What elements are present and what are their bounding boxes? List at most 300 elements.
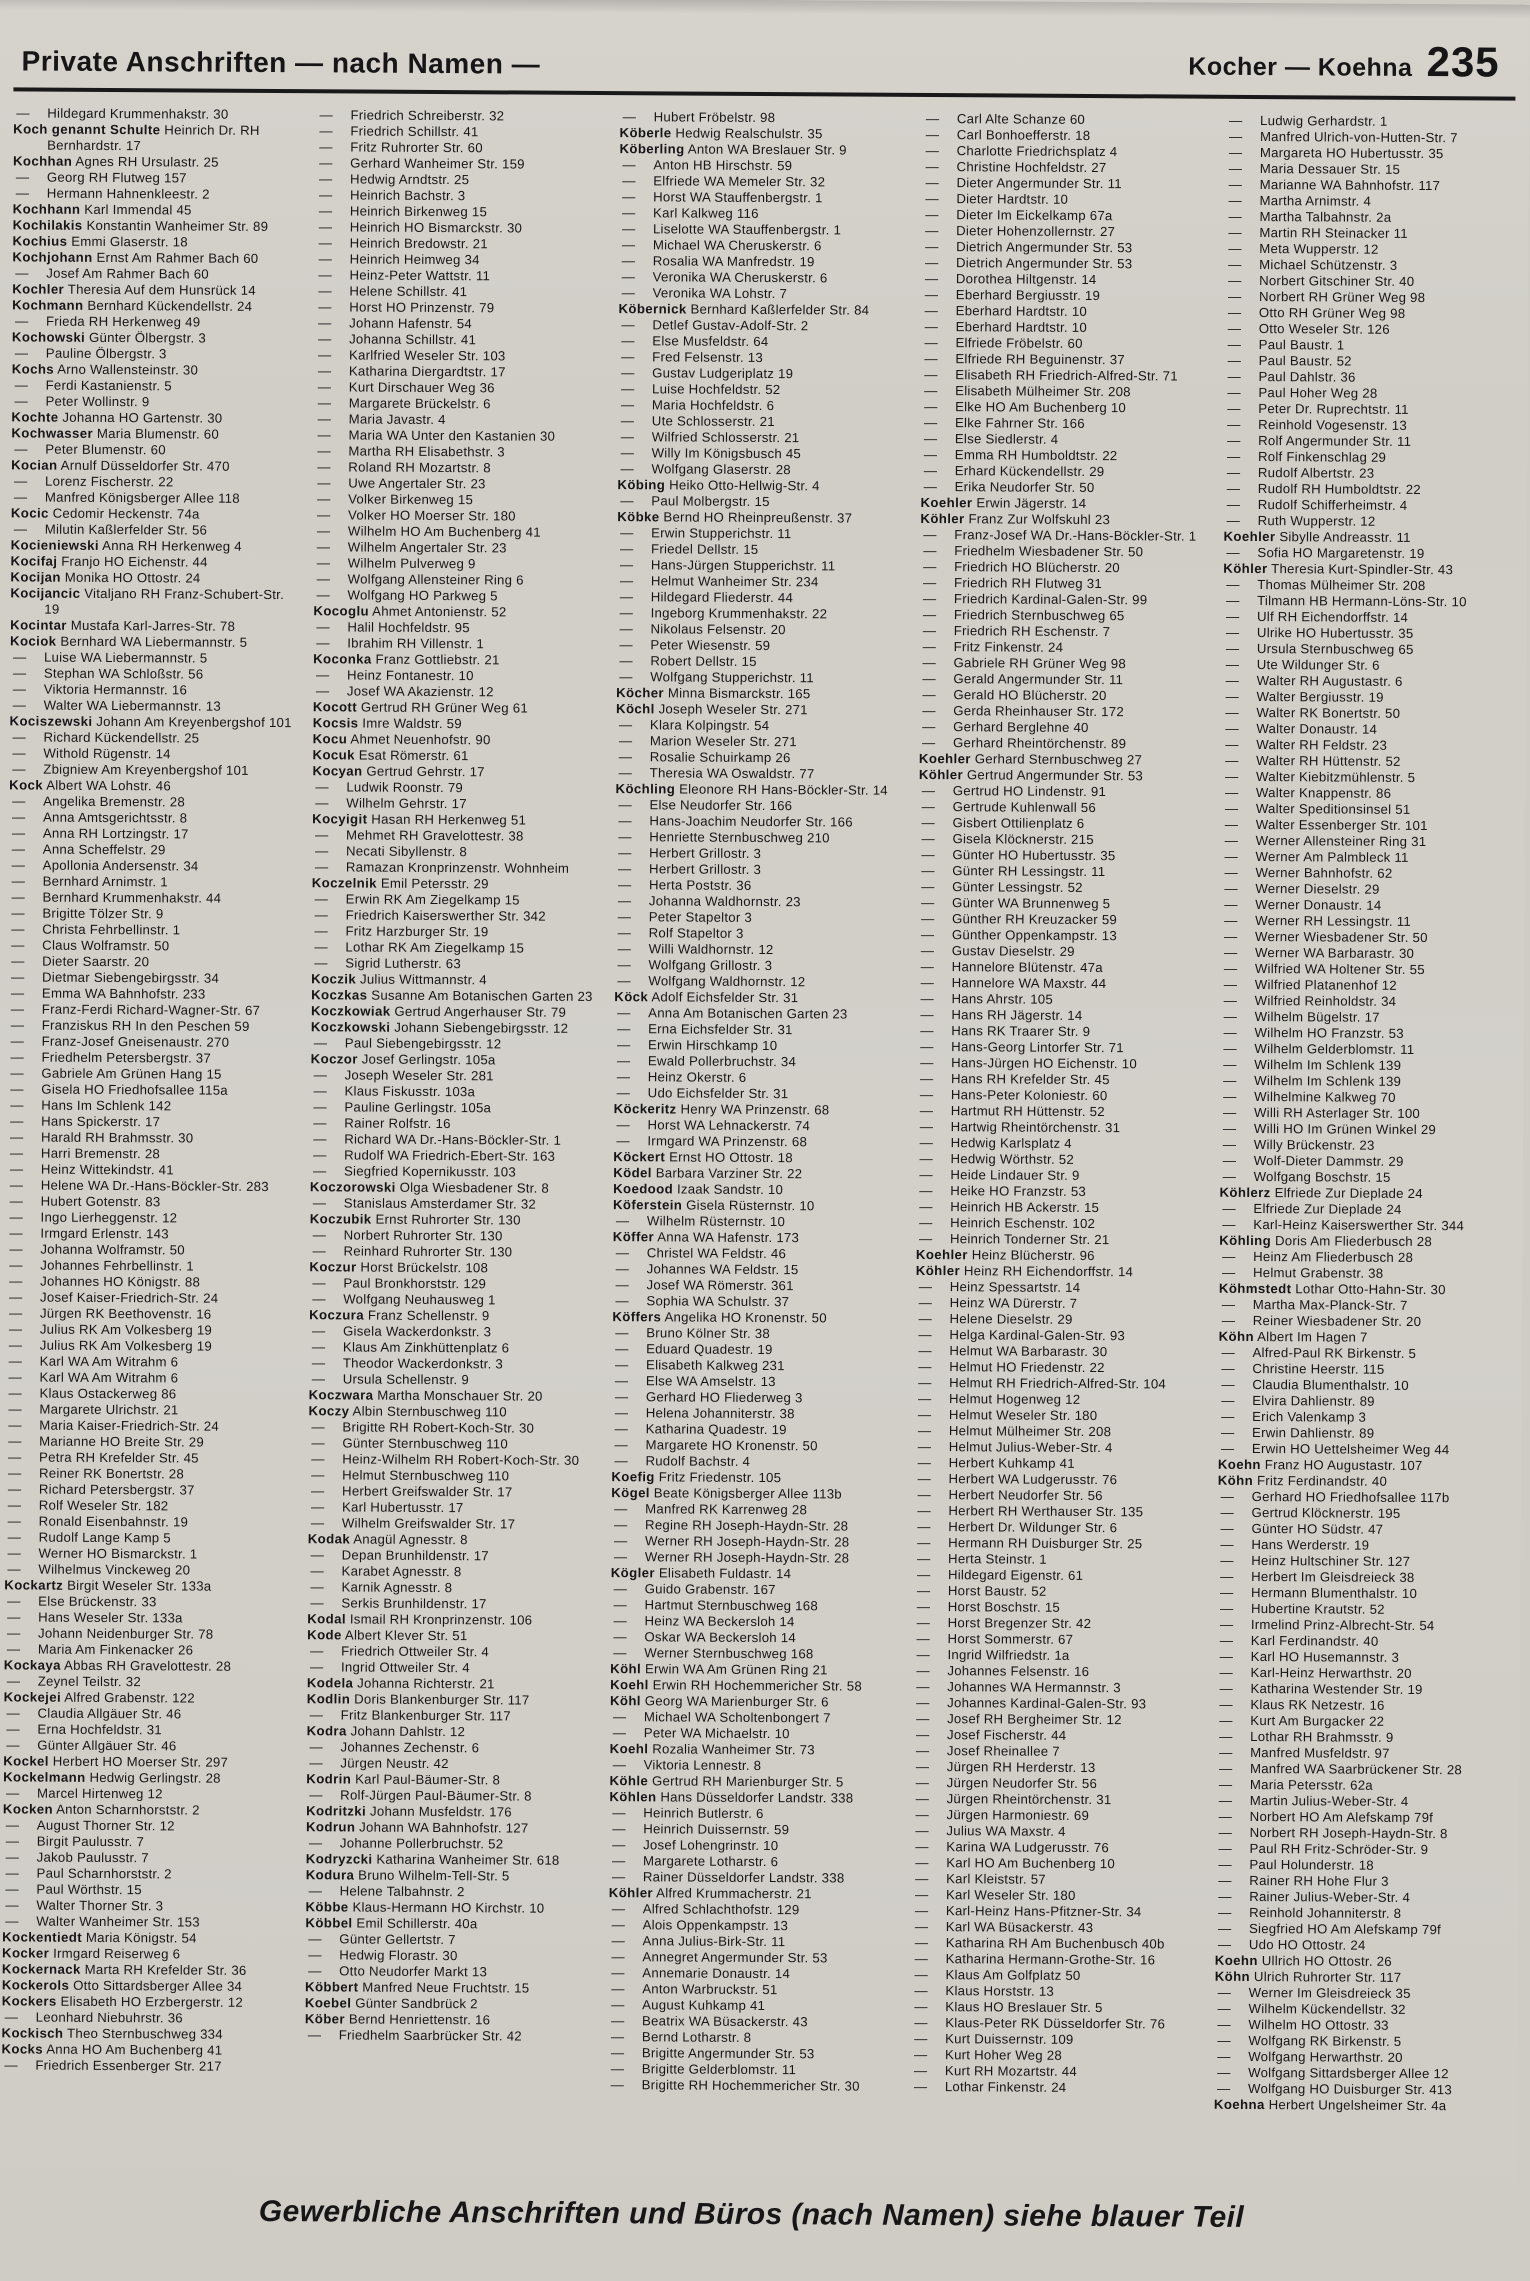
directory-entry: — Maria Kaiser-Friedrich-Str. 24 bbox=[5, 1417, 294, 1435]
directory-entry: — Otto RH Grüner Weg 98 bbox=[1225, 305, 1514, 323]
ditto-dash: — bbox=[614, 1373, 629, 1389]
directory-entry: — Rolf-Jürgen Paul-Bäumer-Str. 8 bbox=[306, 1787, 595, 1805]
ditto-dash: — bbox=[315, 795, 329, 811]
directory-entry: — Werner RH Joseph-Haydn-Str. 28 bbox=[611, 1533, 900, 1551]
ditto-dash: — bbox=[617, 925, 632, 941]
directory-entry: — Gisela Klöcknerstr. 215 bbox=[918, 831, 1207, 849]
ditto-dash: — bbox=[924, 366, 938, 383]
ditto-dash: — bbox=[8, 1449, 22, 1465]
directory-entry: — Heinrich Birkenweg 15 bbox=[316, 203, 605, 221]
directory-entry: — Bernhard Krummenhakstr. 44 bbox=[8, 889, 297, 907]
ditto-dash: — bbox=[916, 1582, 931, 1599]
directory-entry: — Wolfgang Glaserstr. 28 bbox=[617, 461, 906, 479]
directory-entry: — Harald RH Brahmsstr. 30 bbox=[7, 1129, 296, 1147]
directory-entry: — Hans-Peter Koloniestr. 60 bbox=[917, 1087, 1206, 1105]
entry-surname: Köchl bbox=[616, 701, 655, 717]
ditto-dash: — bbox=[9, 1209, 24, 1225]
ditto-dash: — bbox=[925, 142, 940, 159]
directory-entry: Köffer Anna WA Hafenstr. 173 bbox=[612, 1229, 800, 1246]
directory-entry: — Veronika WA Lohstr. 7 bbox=[619, 285, 908, 303]
directory-entry: — Johannes WA Hermannstr. 3 bbox=[913, 1679, 1202, 1697]
directory-entry: — Volker Birkenweg 15 bbox=[314, 491, 603, 509]
directory-entry: — Horst Baustr. 52 bbox=[914, 1583, 1203, 1601]
ditto-dash: — bbox=[6, 1737, 20, 1753]
directory-entry: Köberle Hedwig Realschulstr. 35 bbox=[619, 125, 823, 142]
ditto-dash: — bbox=[923, 414, 938, 431]
directory-entry: Kochte Johanna HO Gartenstr. 30 bbox=[11, 409, 223, 426]
directory-entry: — Friedrich Ottweiler Str. 4 bbox=[307, 1643, 596, 1661]
directory-entry: — Friedrich RH Flutweg 31 bbox=[920, 575, 1209, 593]
ditto-dash: — bbox=[318, 251, 333, 267]
ditto-dash: — bbox=[308, 1883, 323, 1899]
ditto-dash: — bbox=[616, 1069, 631, 1085]
ditto-dash: — bbox=[9, 1257, 23, 1273]
entry-surname: Kochhan bbox=[12, 153, 73, 169]
ditto-dash: — bbox=[317, 379, 332, 395]
ditto-dash: — bbox=[1217, 2064, 1231, 2080]
ditto-dash: — bbox=[1225, 608, 1240, 624]
directory-entry: — Annegret Angermunder Str. 53 bbox=[608, 1949, 897, 1967]
directory-entry: — Hedwig Wörthstr. 52 bbox=[916, 1151, 1205, 1169]
directory-entry: — Karl Weseler Str. 180 bbox=[912, 1887, 1201, 1905]
directory-entry: — Hans-Jürgen HO Eichenstr. 10 bbox=[917, 1055, 1206, 1073]
ditto-dash: — bbox=[316, 635, 330, 651]
directory-entry: — Pauline Ölbergstr. 3 bbox=[12, 345, 301, 363]
directory-entry: — Lothar Finkenstr. 24 bbox=[911, 2079, 1200, 2097]
ditto-dash: — bbox=[1220, 1552, 1234, 1568]
directory-entry: — Regine RH Joseph-Haydn-Str. 28 bbox=[611, 1517, 900, 1535]
directory-entry: — Tilmann HB Hermann-Löns-Str. 10 bbox=[1223, 593, 1512, 611]
directory-entry: — Martin Julius-Weber-Str. 4 bbox=[1216, 1793, 1505, 1811]
directory-entry: — Else Brückenstr. 33 bbox=[4, 1593, 293, 1611]
ditto-dash: — bbox=[914, 1918, 929, 1935]
directory-entry: — Erna Hochfeldstr. 31 bbox=[3, 1721, 292, 1739]
directory-entry: — Rainer Julius-Weber-Str. 4 bbox=[1215, 1889, 1504, 1907]
ditto-dash: — bbox=[10, 1033, 25, 1049]
ditto-dash: — bbox=[925, 110, 940, 127]
directory-entry: Köberling Anton WA Breslauer Str. 9 bbox=[619, 141, 847, 158]
entry-surname: Koczkas bbox=[311, 987, 368, 1003]
directory-entry: — Else Neudorfer Str. 166 bbox=[615, 797, 904, 815]
directory-entry: — Martha Talbahnstr. 2a bbox=[1225, 209, 1514, 227]
ditto-dash: — bbox=[317, 443, 331, 459]
ditto-dash: — bbox=[311, 1467, 325, 1483]
ditto-dash: — bbox=[1221, 1360, 1235, 1376]
ditto-dash: — bbox=[617, 877, 632, 893]
directory-entry: — Reinhold Vogesenstr. 13 bbox=[1224, 417, 1513, 435]
directory-entry: — Udo Eichsfelder Str. 31 bbox=[614, 1085, 903, 1103]
directory-entry: — Gustav Dieselstr. 29 bbox=[918, 943, 1207, 961]
entry-surname: Köber bbox=[304, 2011, 346, 2027]
directory-entry: — Depan Brunhildenstr. 17 bbox=[308, 1547, 597, 1565]
ditto-dash: — bbox=[921, 782, 936, 799]
ditto-dash: — bbox=[318, 203, 333, 219]
ditto-dash: — bbox=[621, 221, 636, 237]
ditto-dash: — bbox=[612, 1805, 626, 1821]
ditto-dash: — bbox=[8, 1337, 23, 1353]
directory-entry: Köck Adolf Eichsfelder Str. 31 bbox=[614, 989, 799, 1006]
name-range: Kocher — Koehna bbox=[1188, 52, 1413, 82]
entry-surname: Kocieniewski bbox=[10, 537, 100, 553]
directory-entry: — Anton Warbruckstr. 51 bbox=[608, 1981, 897, 1999]
directory-entry: — Werner Sternbuschweg 168 bbox=[610, 1645, 899, 1663]
ditto-dash: — bbox=[11, 953, 25, 969]
directory-entry: — Paul Siebengebirgsstr. 12 bbox=[311, 1035, 600, 1053]
ditto-dash: — bbox=[613, 1629, 627, 1645]
directory-entry: Kochler Theresia Auf dem Hunsrück 14 bbox=[12, 281, 256, 298]
directory-entry: — Heinz Hultschiner Str. 127 bbox=[1217, 1553, 1506, 1571]
entry-surname: Kockerols bbox=[1, 1977, 70, 1993]
directory-entry: — Hermann RH Duisburger Str. 25 bbox=[914, 1535, 1203, 1553]
directory-entry: — Richard Petersbergstr. 37 bbox=[5, 1481, 294, 1499]
directory-entry: — Halil Hochfeldstr. 95 bbox=[313, 619, 602, 637]
directory-entry: — Anna Julius-Birk-Str. 11 bbox=[608, 1933, 897, 1951]
ditto-dash: — bbox=[313, 1099, 327, 1115]
directory-entry: — Johann Hafenstr. 54 bbox=[315, 315, 604, 333]
directory-entry: — Walter RH Feldstr. 23 bbox=[1222, 737, 1511, 755]
directory-entry: — Eberhard Bergiusstr. 19 bbox=[922, 287, 1211, 305]
directory-entry: — Ingrid Ottweiler Str. 4 bbox=[307, 1659, 596, 1677]
directory-entry: — Wilfried Schlosserstr. 21 bbox=[618, 429, 907, 447]
ditto-dash: — bbox=[316, 507, 331, 523]
entry-surname: Kodura bbox=[305, 1867, 355, 1883]
directory-entry: — Manfred Ulrich-von-Hutten-Str. 7 bbox=[1226, 129, 1515, 147]
directory-entry: Koehn Ullrich HO Ottostr. 26 bbox=[1214, 1952, 1392, 1969]
ditto-dash: — bbox=[1228, 256, 1242, 272]
entry-surname: Köhl bbox=[610, 1661, 642, 1677]
directory-entry: — Werner HO Bismarckstr. 1 bbox=[4, 1545, 293, 1563]
ditto-dash: — bbox=[317, 347, 332, 363]
directory-entry: — Herbert Grillostr. 3 bbox=[615, 861, 904, 879]
directory-entry: — Gerhard HO Friedhofsallee 117b bbox=[1218, 1489, 1507, 1507]
ditto-dash: — bbox=[611, 1901, 626, 1917]
directory-entry: — Friedhelm Saarbrücker Str. 42 bbox=[305, 2027, 594, 2045]
ditto-dash: — bbox=[618, 765, 633, 781]
ditto-dash: — bbox=[10, 969, 25, 985]
directory-entry: — Helmut HO Friedenstr. 22 bbox=[915, 1359, 1204, 1377]
ditto-dash: — bbox=[914, 1998, 928, 2015]
directory-entry: — Lothar RK Am Ziegelkamp 15 bbox=[311, 939, 600, 957]
directory-entry: — Wilhelm Kückendellstr. 32 bbox=[1214, 2001, 1503, 2019]
directory-entry: — Peter Blumenstr. 60 bbox=[11, 441, 300, 459]
directory-entry: Köbbel Emil Schillerstr. 40a bbox=[305, 1915, 478, 1932]
entry-surname: Kocyigit bbox=[312, 811, 368, 827]
directory-entry: Kocijancic Vitaljano RH Franz-Schubert-Str. 19 bbox=[10, 585, 285, 617]
directory-entry: Koehna Herbert Ungelsheimer Str. 4a bbox=[1213, 2096, 1447, 2114]
ditto-dash: — bbox=[1228, 272, 1242, 288]
entry-surname: Köbke bbox=[617, 509, 660, 525]
ditto-dash: — bbox=[614, 1501, 628, 1517]
entry-surname: Koczubik bbox=[309, 1211, 372, 1227]
ditto-dash: — bbox=[918, 1342, 932, 1359]
directory-entry: — Hans Weseler Str. 133a bbox=[4, 1609, 293, 1627]
directory-entry: — Karl Hubertusstr. 17 bbox=[308, 1499, 597, 1517]
directory-entry: — Karnik Agnesstr. 8 bbox=[307, 1579, 596, 1597]
ditto-dash: — bbox=[613, 1549, 628, 1565]
ditto-dash: — bbox=[914, 2014, 928, 2031]
directory-entry: — Walter Thorner Str. 3 bbox=[2, 1897, 291, 1915]
directory-entry: — Julius RK Am Volkesberg 19 bbox=[6, 1321, 295, 1339]
entry-surname: Kocintar bbox=[10, 617, 67, 633]
directory-entry: — Günter Gellertstr. 7 bbox=[305, 1931, 594, 1949]
ditto-dash: — bbox=[318, 187, 333, 203]
entry-surname: Koch genannt Schulte bbox=[13, 121, 161, 138]
ditto-dash: — bbox=[619, 589, 634, 605]
ditto-dash: — bbox=[621, 349, 635, 365]
directory-entry: Köferstein Gisela Rüsternstr. 10 bbox=[612, 1197, 815, 1214]
ditto-dash: — bbox=[11, 809, 26, 825]
directory-entry: — Josef Am Rahmer Bach 60 bbox=[12, 265, 301, 283]
ditto-dash: — bbox=[9, 1289, 23, 1305]
ditto-dash: — bbox=[15, 185, 30, 201]
directory-entry: — Walter Donaustr. 14 bbox=[1222, 721, 1511, 739]
ditto-dash: — bbox=[924, 398, 938, 415]
directory-entry: — Brigitte RH Hochemmericher Str. 30 bbox=[608, 2077, 897, 2095]
directory-entry: — Johanna Waldhornstr. 23 bbox=[615, 893, 904, 911]
ditto-dash: — bbox=[922, 734, 936, 751]
ditto-dash: — bbox=[917, 1470, 932, 1487]
ditto-dash: — bbox=[922, 670, 936, 687]
ditto-dash: — bbox=[1225, 768, 1239, 784]
directory-entry: — Heinrich Duissernstr. 59 bbox=[609, 1821, 898, 1839]
directory-entry: — Sigrid Lutherstr. 63 bbox=[311, 955, 600, 973]
directory-entry: — Heinz Okerstr. 6 bbox=[614, 1069, 903, 1087]
ditto-dash: — bbox=[914, 1902, 929, 1919]
directory-entry: — Franz-Ferdi Richard-Wagner-Str. 67 bbox=[8, 1001, 297, 1019]
entry-surname: Kochmann bbox=[12, 297, 84, 313]
entry-surname: Köhmstedt bbox=[1218, 1280, 1292, 1297]
directory-entry: — Otto Weseler Str. 126 bbox=[1225, 321, 1514, 339]
directory-entry: — Karl-Heinz Kaiserswerther Str. 344 bbox=[1219, 1217, 1508, 1235]
ditto-dash: — bbox=[622, 109, 637, 125]
directory-entry: — Dieter Hardtstr. 10 bbox=[922, 191, 1211, 209]
directory-entry: — Marion Weseler Str. 271 bbox=[616, 733, 905, 751]
directory-entry: Köhler Alfred Krummacherstr. 21 bbox=[608, 1885, 812, 1902]
ditto-dash: — bbox=[920, 1038, 934, 1055]
directory-entry: — Willi Waldhornstr. 12 bbox=[615, 941, 904, 959]
directory-entry: — Fritz Finkenstr. 24 bbox=[920, 639, 1209, 657]
ditto-dash: — bbox=[924, 350, 938, 367]
directory-entry: — Erna Eichsfelder Str. 31 bbox=[614, 1021, 903, 1039]
ditto-dash: — bbox=[919, 1182, 933, 1199]
directory-entry: Köhmstedt Lothar Otto-Hahn-Str. 30 bbox=[1218, 1280, 1446, 1298]
ditto-dash: — bbox=[924, 302, 939, 319]
ditto-dash: — bbox=[313, 1131, 327, 1147]
ditto-dash: — bbox=[1219, 1600, 1234, 1616]
entry-surname: Köffers bbox=[612, 1309, 662, 1325]
directory-entry: — Wilhelm Gelderblomstr. 11 bbox=[1220, 1041, 1509, 1059]
directory-entry: Kocker Irmgard Reiserweg 6 bbox=[2, 1945, 181, 1962]
entry-surname: Kochowski bbox=[11, 329, 86, 345]
directory-entry: — Hannelore Blütenstr. 47a bbox=[918, 959, 1207, 977]
directory-entry: — Stanislaus Amsterdamer Str. 32 bbox=[310, 1195, 599, 1213]
directory-entry: Koczwara Martha Monschauer Str. 20 bbox=[308, 1387, 543, 1404]
directory-entry: — Michael WA Scholtenbongert 7 bbox=[610, 1709, 899, 1727]
directory-entry: Kochhann Karl Immendal 45 bbox=[12, 201, 192, 218]
ditto-dash: — bbox=[1222, 1136, 1237, 1152]
directory-entry: — Heinrich Tonderner Str. 21 bbox=[916, 1231, 1205, 1249]
directory-entry: — Uwe Angertaler Str. 23 bbox=[314, 475, 603, 493]
directory-entry: — Werner WA Barbarastr. 30 bbox=[1221, 945, 1510, 963]
page-title: Private Anschriften — nach Namen — bbox=[21, 45, 541, 80]
directory-entry: — Wolfgang Grillostr. 3 bbox=[614, 957, 903, 975]
directory-entry: — Elke Fahrner Str. 166 bbox=[921, 415, 1210, 433]
directory-entry: — Irmgard Erlenstr. 143 bbox=[6, 1225, 295, 1243]
directory-entry: — August Thorner Str. 12 bbox=[3, 1817, 292, 1835]
directory-entry: — Hans RH Krefelder Str. 45 bbox=[917, 1071, 1206, 1089]
ditto-dash: — bbox=[1220, 1440, 1235, 1456]
directory-entry: — Hans Im Schlenk 142 bbox=[7, 1097, 296, 1115]
directory-entry: — Norbert RH Joseph-Haydn-Str. 8 bbox=[1216, 1825, 1505, 1843]
directory-entry: — Emma WA Bahnhofstr. 233 bbox=[8, 985, 297, 1003]
entry-surname: Köffer bbox=[612, 1229, 655, 1245]
directory-entry: — Helmut WA Barbarastr. 30 bbox=[915, 1343, 1204, 1361]
ditto-dash: — bbox=[915, 1838, 929, 1855]
directory-entry: Ködel Barbara Varziner Str. 22 bbox=[613, 1165, 803, 1182]
ditto-dash: — bbox=[316, 619, 330, 635]
directory-entry: — Elfriede RH Beguinenstr. 37 bbox=[921, 351, 1210, 369]
ditto-dash: — bbox=[610, 2013, 625, 2029]
directory-entry: — Karl-Heinz Hans-Pfitzner-Str. 34 bbox=[912, 1903, 1201, 1921]
ditto-dash: — bbox=[310, 1643, 324, 1659]
directory-entry: — Johannes Felsenstr. 16 bbox=[913, 1663, 1202, 1681]
ditto-dash: — bbox=[1218, 1904, 1232, 1920]
directory-entry: — Liselotte WA Stauffenbergstr. 1 bbox=[619, 221, 908, 239]
ditto-dash: — bbox=[1226, 464, 1241, 480]
directory-entry: Kodela Johanna Richterstr. 21 bbox=[306, 1675, 495, 1692]
ditto-dash: — bbox=[916, 1598, 931, 1615]
ditto-dash: — bbox=[1217, 2032, 1231, 2048]
directory-entry: — Heinrich Eschenstr. 102 bbox=[916, 1215, 1205, 1233]
entry-surname: Kodrun bbox=[305, 1819, 356, 1835]
directory-entry: Kocu Ahmet Neuenhofstr. 90 bbox=[312, 731, 491, 748]
directory-entry: — Heinz Am Fliederbusch 28 bbox=[1219, 1249, 1508, 1267]
entry-surname: Kocott bbox=[312, 699, 358, 715]
ditto-dash: — bbox=[314, 843, 329, 859]
directory-entry: — Heinrich Heimweg 34 bbox=[316, 251, 605, 269]
ditto-dash: — bbox=[10, 1097, 24, 1113]
directory-entry: Kode Albert Klever Str. 51 bbox=[307, 1627, 468, 1644]
directory-entry: — Anna Scheffelstr. 29 bbox=[9, 841, 298, 859]
ditto-dash: — bbox=[915, 1774, 930, 1791]
directory-entry: — Norbert Gitschiner Str. 40 bbox=[1225, 273, 1514, 291]
ditto-dash: — bbox=[925, 206, 939, 223]
ditto-dash: — bbox=[318, 219, 333, 235]
directory-entry: Kockerols Otto Sittardsberger Allee 34 bbox=[1, 1977, 243, 1994]
ditto-dash: — bbox=[1223, 976, 1238, 992]
directory-entry: Kocian Arnulf Düsseldorfer Str. 470 bbox=[11, 457, 230, 474]
ditto-dash: — bbox=[5, 1849, 20, 1865]
ditto-dash: — bbox=[15, 265, 29, 281]
directory-entry: Köhl Erwin WA Am Grünen Ring 21 bbox=[610, 1661, 828, 1678]
ditto-dash: — bbox=[1225, 640, 1240, 656]
ditto-dash: — bbox=[311, 1419, 325, 1435]
directory-entry: — Maria Dessauer Str. 15 bbox=[1226, 161, 1515, 179]
directory-entry: — Leonhard Niebuhrstr. 36 bbox=[2, 2009, 291, 2027]
directory-entry: — Walter RH Augustastr. 6 bbox=[1223, 673, 1512, 691]
directory-entry: — Margareta HO Hubertusstr. 35 bbox=[1226, 145, 1515, 163]
ditto-dash: — bbox=[920, 942, 935, 959]
entry-surname: Köbing bbox=[617, 477, 666, 493]
directory-entry: — Carl Alte Schanze 60 bbox=[923, 111, 1212, 129]
entry-surname: Köcher bbox=[616, 685, 665, 701]
ditto-dash: — bbox=[1223, 1072, 1237, 1088]
entry-surname: Ködel bbox=[613, 1165, 652, 1181]
ditto-dash: — bbox=[1220, 1520, 1234, 1536]
directory-entry: — Wolfgang HO Parkweg 5 bbox=[313, 587, 602, 605]
directory-entry: Koczik Julius Wittmannstr. 4 bbox=[311, 971, 487, 988]
directory-entry: — Mehmet RH Gravelottestr. 38 bbox=[312, 827, 601, 845]
directory-entry: — Eduard Quadestr. 19 bbox=[612, 1341, 901, 1359]
ditto-dash: — bbox=[917, 1422, 932, 1439]
ditto-dash: — bbox=[920, 1054, 934, 1071]
directory-entry: — Sofia HO Margaretenstr. 19 bbox=[1223, 545, 1512, 563]
directory-entry: — Günter Lessingstr. 52 bbox=[918, 879, 1207, 897]
ditto-dash: — bbox=[313, 1067, 328, 1083]
entry-surname: Kodryzcki bbox=[305, 1851, 373, 1867]
directory-entry: — Wolfgang Stupperichstr. 11 bbox=[616, 669, 905, 687]
directory-entry: — Gisbert Ottilienplatz 6 bbox=[919, 815, 1208, 833]
ditto-dash: — bbox=[318, 235, 333, 251]
directory-columns bbox=[0, 105, 1529, 2114]
ditto-dash: — bbox=[612, 1837, 626, 1853]
ditto-dash: — bbox=[315, 827, 329, 843]
directory-entry: — Wilfried Reinholdstr. 34 bbox=[1221, 993, 1510, 1011]
directory-entry: — Bruno Kölner Str. 38 bbox=[612, 1325, 901, 1343]
ditto-dash: — bbox=[1228, 176, 1243, 192]
directory-entry: — Harri Bremenstr. 28 bbox=[7, 1145, 296, 1163]
entry-surname: Kodak bbox=[307, 1531, 351, 1547]
ditto-dash: — bbox=[1217, 2080, 1231, 2096]
directory-entry: — Norbert RH Grüner Weg 98 bbox=[1225, 289, 1514, 307]
footer-note: Gewerbliche Anschriften und Büros (nach Namen) siehe blauer Teil bbox=[258, 2194, 1245, 2234]
entry-surname: Köhler bbox=[918, 766, 964, 783]
directory-entry: Köcher Minna Bismarckstr. 165 bbox=[616, 685, 811, 702]
directory-entry: — Hildegard Krummenhakstr. 30 bbox=[13, 105, 302, 123]
ditto-dash: — bbox=[310, 1499, 325, 1515]
directory-entry: — Werner RH Lessingstr. 11 bbox=[1221, 913, 1510, 931]
directory-entry: — Milutin Kaßlerfelder Str. 56 bbox=[11, 521, 300, 539]
ditto-dash: — bbox=[620, 445, 635, 461]
directory-entry: — Hedwig Florastr. 30 bbox=[305, 1947, 594, 1965]
ditto-dash: — bbox=[312, 1227, 327, 1243]
directory-entry: — Ibrahim RH Villenstr. 1 bbox=[313, 635, 602, 653]
ditto-dash: — bbox=[10, 1001, 25, 1017]
directory-entry: — Wolfgang RK Birkenstr. 5 bbox=[1214, 2033, 1503, 2051]
directory-entry: — Josef RH Bergheimer Str. 12 bbox=[913, 1711, 1202, 1729]
directory-entry: — Paul Dahlstr. 36 bbox=[1224, 369, 1513, 387]
ditto-dash: — bbox=[920, 910, 935, 927]
ditto-dash: — bbox=[16, 105, 30, 121]
ditto-dash: — bbox=[1217, 1936, 1232, 1952]
directory-entry: — Fred Felsenstr. 13 bbox=[618, 349, 907, 367]
directory-entry: Kocintar Mustafa Karl-Jarres-Str. 78 bbox=[10, 617, 236, 634]
entry-surname: Koebel bbox=[304, 1995, 352, 2011]
ditto-dash: — bbox=[12, 649, 27, 665]
directory-entry: — Helene Schillstr. 41 bbox=[315, 283, 604, 301]
ditto-dash: — bbox=[309, 1787, 323, 1803]
directory-entry: — Katharina Hermann-Grothe-Str. 16 bbox=[912, 1951, 1201, 1969]
directory-entry: — Heinrich Butlerstr. 6 bbox=[609, 1805, 898, 1823]
ditto-dash: — bbox=[1223, 960, 1238, 976]
directory-entry: — Werner Im Gleisdreieck 35 bbox=[1215, 1985, 1504, 2003]
directory-entry: — Alfred-Paul RK Birkenstr. 5 bbox=[1218, 1345, 1507, 1363]
directory-entry: Kochilakis Konstantin Wanheimer Str. 89 bbox=[12, 217, 269, 234]
ditto-dash: — bbox=[9, 1145, 24, 1161]
directory-entry: — Erika Neudorfer Str. 50 bbox=[921, 479, 1210, 497]
ditto-dash: — bbox=[1219, 1728, 1233, 1744]
directory-entry: — Veronika WA Cheruskerstr. 6 bbox=[619, 269, 908, 287]
